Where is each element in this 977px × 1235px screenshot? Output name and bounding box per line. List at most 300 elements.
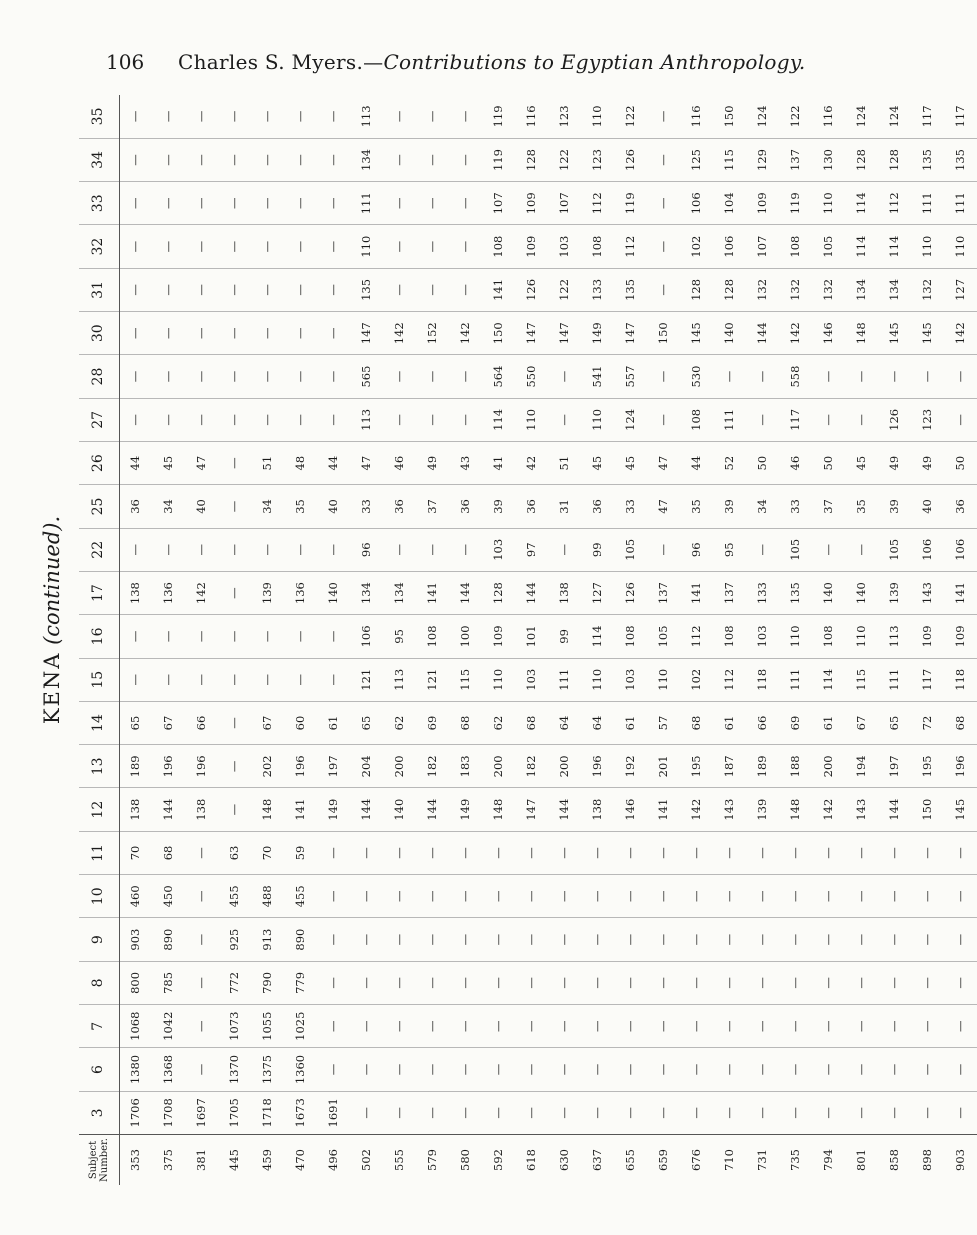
table-cell: — (680, 918, 713, 961)
table-header-row (79, 95, 119, 1185)
subject-number-cell: 794 (812, 1135, 845, 1186)
table-cell: — (218, 398, 251, 441)
table-row (416, 95, 449, 1185)
table-cell: — (284, 398, 317, 441)
table-cell: 105 (812, 225, 845, 268)
table-cell: — (944, 355, 977, 398)
subject-number-cell: 592 (482, 1135, 515, 1186)
table-cell: — (812, 398, 845, 441)
table-cell: 108 (581, 225, 614, 268)
table-cell: — (482, 1048, 515, 1091)
table-cell: 144 (548, 788, 581, 831)
table-cell: 140 (812, 571, 845, 614)
table-cell: — (746, 1091, 779, 1134)
table-cell: 50 (944, 442, 977, 485)
table-cell: — (614, 961, 647, 1004)
table-cell: 65 (119, 701, 152, 744)
subject-number-cell: 555 (383, 1135, 416, 1186)
table-cell: 144 (449, 571, 482, 614)
table-cell: 121 (416, 658, 449, 701)
table-cell: 119 (779, 182, 812, 225)
table-cell: — (251, 312, 284, 355)
table-cell: 106 (713, 225, 746, 268)
table-cell: 200 (383, 745, 416, 788)
table-cell: — (152, 225, 185, 268)
table-cell: — (251, 615, 284, 658)
table-cell: 1073 (218, 1005, 251, 1048)
table-cell: 49 (416, 442, 449, 485)
table-cell: 194 (845, 745, 878, 788)
table-cell: 111 (713, 398, 746, 441)
table-cell: 130 (812, 138, 845, 181)
table-cell: 110 (812, 182, 845, 225)
table-cell: 62 (383, 701, 416, 744)
table-cell: 148 (845, 312, 878, 355)
table-cell: 125 (680, 138, 713, 181)
table-cell: — (812, 1005, 845, 1048)
table-cell: — (647, 875, 680, 918)
column-header: 28 (79, 355, 119, 398)
table-cell: 116 (680, 95, 713, 138)
table-cell: — (317, 1048, 350, 1091)
table-cell: — (284, 312, 317, 355)
table-cell: — (416, 528, 449, 571)
table-cell: 455 (284, 875, 317, 918)
table-cell: 785 (152, 961, 185, 1004)
table-cell: — (218, 615, 251, 658)
table-cell: 109 (515, 182, 548, 225)
column-header: 6 (79, 1048, 119, 1091)
table-cell: — (218, 745, 251, 788)
table-cell: 110 (779, 615, 812, 658)
table-cell: — (152, 658, 185, 701)
table-cell: 146 (614, 788, 647, 831)
table-cell: 202 (251, 745, 284, 788)
table-body (119, 95, 977, 1185)
table-row (152, 95, 185, 1185)
table-cell: 141 (284, 788, 317, 831)
table-cell: 925 (218, 918, 251, 961)
table-cell: 47 (350, 442, 383, 485)
subject-number-cell: 801 (845, 1135, 878, 1186)
table-cell: — (944, 831, 977, 874)
table-cell: 43 (449, 442, 482, 485)
table-cell: — (449, 1048, 482, 1091)
table-cell: 105 (878, 528, 911, 571)
table-cell: 107 (482, 182, 515, 225)
table-cell: 39 (482, 485, 515, 528)
table-row (878, 95, 911, 1185)
table-cell: — (680, 831, 713, 874)
table-cell: 1055 (251, 1005, 284, 1048)
table-cell: — (218, 528, 251, 571)
table-cell: 46 (779, 442, 812, 485)
table-cell: 110 (350, 225, 383, 268)
table-cell: 70 (251, 831, 284, 874)
column-header: 12 (79, 788, 119, 831)
table-cell: 197 (878, 745, 911, 788)
table-cell: — (878, 875, 911, 918)
table-cell: 103 (482, 528, 515, 571)
table-cell: — (482, 831, 515, 874)
table-cell: 126 (515, 268, 548, 311)
table-cell: 112 (878, 182, 911, 225)
table-row (284, 95, 317, 1185)
table-cell: 101 (515, 615, 548, 658)
table-cell: — (779, 875, 812, 918)
table-cell: 113 (350, 95, 383, 138)
table-cell: 133 (746, 571, 779, 614)
table-cell: 141 (416, 571, 449, 614)
table-cell: — (581, 1048, 614, 1091)
table-cell: 148 (251, 788, 284, 831)
column-header: 15 (79, 658, 119, 701)
table-cell: 790 (251, 961, 284, 1004)
table-cell: 128 (845, 138, 878, 181)
table-cell: 182 (416, 745, 449, 788)
table-cell: 565 (350, 355, 383, 398)
table-cell: — (416, 1091, 449, 1134)
table-row (251, 95, 284, 1185)
table-cell: — (119, 268, 152, 311)
table-cell: 122 (614, 95, 647, 138)
subject-number-cell: 445 (218, 1135, 251, 1186)
column-header: 11 (79, 831, 119, 874)
table-cell: — (911, 918, 944, 961)
table-cell: 148 (482, 788, 515, 831)
table-cell: 147 (515, 788, 548, 831)
table-cell: 36 (383, 485, 416, 528)
table-cell: — (812, 1048, 845, 1091)
table-cell: — (383, 95, 416, 138)
table-cell: — (614, 1048, 647, 1091)
table-cell: — (251, 355, 284, 398)
table-cell: — (680, 1048, 713, 1091)
table-cell: — (317, 95, 350, 138)
table-cell: 109 (482, 615, 515, 658)
column-header: 8 (79, 961, 119, 1004)
table-cell: — (317, 615, 350, 658)
table-cell: — (185, 225, 218, 268)
subject-number-cell: 502 (350, 1135, 383, 1186)
column-header: 34 (79, 138, 119, 181)
table-row (218, 95, 251, 1185)
table-cell: 135 (911, 138, 944, 181)
table-cell: 139 (878, 571, 911, 614)
table-cell: — (680, 961, 713, 1004)
table-cell: 105 (779, 528, 812, 571)
table-cell: 111 (548, 658, 581, 701)
table-cell: — (251, 182, 284, 225)
table-cell: — (152, 355, 185, 398)
table-cell: 200 (812, 745, 845, 788)
table-cell: — (944, 1005, 977, 1048)
table-cell: 40 (317, 485, 350, 528)
column-header: 35 (79, 95, 119, 138)
table-cell: — (383, 1091, 416, 1134)
table-cell: 110 (944, 225, 977, 268)
table-cell: 128 (878, 138, 911, 181)
table-cell: — (383, 961, 416, 1004)
table-cell: 196 (152, 745, 185, 788)
table-cell: 196 (284, 745, 317, 788)
table-cell: 195 (680, 745, 713, 788)
table-cell: — (185, 875, 218, 918)
table-cell: 147 (350, 312, 383, 355)
running-header (0, 0, 806, 80)
table-cell: — (614, 1091, 647, 1134)
table-row (614, 95, 647, 1185)
table-cell: 68 (680, 701, 713, 744)
table-cell: 890 (284, 918, 317, 961)
table-cell: — (614, 831, 647, 874)
table-cell: — (614, 1005, 647, 1048)
table-cell: 99 (548, 615, 581, 658)
table-cell: — (383, 875, 416, 918)
table-cell: — (680, 875, 713, 918)
table-cell: — (812, 831, 845, 874)
subject-number-cell: 496 (317, 1135, 350, 1186)
table-cell: — (350, 1091, 383, 1134)
table-cell: — (548, 918, 581, 961)
table-cell: — (944, 1091, 977, 1134)
table-cell: — (251, 398, 284, 441)
table-cell: 541 (581, 355, 614, 398)
table-cell: 61 (812, 701, 845, 744)
table-cell: — (779, 831, 812, 874)
column-header: 30 (79, 312, 119, 355)
table-cell: 138 (581, 788, 614, 831)
table-cell: 1380 (119, 1048, 152, 1091)
table-cell: 96 (350, 528, 383, 571)
table-cell: — (449, 138, 482, 181)
table-cell: 118 (944, 658, 977, 701)
table-cell: — (911, 1005, 944, 1048)
table-cell: — (713, 875, 746, 918)
table-cell: 112 (614, 225, 647, 268)
subject-number-cell: 580 (449, 1135, 482, 1186)
table-cell: 147 (548, 312, 581, 355)
table-cell: 39 (713, 485, 746, 528)
table-cell: — (152, 268, 185, 311)
table-cell: 450 (152, 875, 185, 918)
column-header: 7 (79, 1005, 119, 1048)
table-cell: — (416, 355, 449, 398)
table-cell: — (185, 182, 218, 225)
table-row (845, 95, 878, 1185)
table-cell: 1706 (119, 1091, 152, 1134)
subject-number-cell: 898 (911, 1135, 944, 1186)
table-cell: — (449, 961, 482, 1004)
table-cell: — (284, 138, 317, 181)
table-cell: — (185, 398, 218, 441)
table-cell: — (878, 355, 911, 398)
table-cell: 197 (317, 745, 350, 788)
table-cell: 134 (878, 268, 911, 311)
table-cell: 1370 (218, 1048, 251, 1091)
table-row (317, 95, 350, 1185)
table-cell: 128 (482, 571, 515, 614)
table-cell: 139 (746, 788, 779, 831)
table-cell: — (185, 138, 218, 181)
table-cell: — (911, 961, 944, 1004)
table-cell: — (449, 182, 482, 225)
table-cell: 150 (647, 312, 680, 355)
table-cell: — (647, 961, 680, 1004)
table-row (746, 95, 779, 1185)
table-cell: 63 (218, 831, 251, 874)
table-cell: — (482, 1091, 515, 1134)
table-cell: 31 (548, 485, 581, 528)
table-cell: 196 (944, 745, 977, 788)
table-cell: — (515, 831, 548, 874)
table-cell: — (779, 1048, 812, 1091)
table-cell: 143 (713, 788, 746, 831)
table-cell: 45 (152, 442, 185, 485)
table-cell: — (416, 182, 449, 225)
table-cell: — (515, 918, 548, 961)
table-cell: 196 (185, 745, 218, 788)
table-cell: — (383, 355, 416, 398)
table-cell: — (845, 831, 878, 874)
table-cell: 144 (878, 788, 911, 831)
table-cell: 1360 (284, 1048, 317, 1091)
table-cell: — (284, 355, 317, 398)
table-cell: 144 (515, 571, 548, 614)
table-cell: — (845, 875, 878, 918)
table-cell: — (416, 961, 449, 1004)
table-cell: 99 (581, 528, 614, 571)
table-cell: 117 (911, 95, 944, 138)
table-cell: — (185, 355, 218, 398)
table-cell: 116 (515, 95, 548, 138)
table-cell: 66 (746, 701, 779, 744)
table-cell: 36 (119, 485, 152, 528)
subject-number-cell: 858 (878, 1135, 911, 1186)
table-cell: — (647, 182, 680, 225)
table-cell: 68 (515, 701, 548, 744)
table-cell: — (845, 398, 878, 441)
table-cell: — (383, 831, 416, 874)
table-cell: — (449, 528, 482, 571)
table-cell: — (812, 1091, 845, 1134)
subject-number-cell: 579 (416, 1135, 449, 1186)
table-cell: — (185, 1048, 218, 1091)
table-cell: 145 (944, 788, 977, 831)
subject-number-cell: 353 (119, 1135, 152, 1186)
table-cell: 118 (746, 658, 779, 701)
table-cell: 44 (680, 442, 713, 485)
table-cell: — (383, 182, 416, 225)
table-cell: 108 (614, 615, 647, 658)
table-cell: 126 (614, 571, 647, 614)
table-cell: 35 (680, 485, 713, 528)
table-cell: 1691 (317, 1091, 350, 1134)
table-cell: — (317, 225, 350, 268)
table-cell: 124 (746, 95, 779, 138)
table-cell: — (350, 918, 383, 961)
table-cell: — (944, 875, 977, 918)
table-cell: 111 (878, 658, 911, 701)
table-cell: 772 (218, 961, 251, 1004)
table-cell: — (317, 658, 350, 701)
table-cell: — (119, 182, 152, 225)
table-cell: 102 (680, 658, 713, 701)
table-cell: 108 (680, 398, 713, 441)
table-cell: 109 (515, 225, 548, 268)
table-cell: 188 (779, 745, 812, 788)
table-cell: 64 (581, 701, 614, 744)
table-cell: — (713, 918, 746, 961)
author-name: Charles S. Myers. (178, 50, 364, 74)
table-row (185, 95, 218, 1185)
table-cell: — (581, 875, 614, 918)
table-cell: — (185, 615, 218, 658)
table-cell: 145 (878, 312, 911, 355)
table-cell: — (317, 875, 350, 918)
table-cell: — (746, 355, 779, 398)
table-cell: 149 (449, 788, 482, 831)
subject-number-cell: 630 (548, 1135, 581, 1186)
table-cell: — (383, 918, 416, 961)
table-cell: 65 (350, 701, 383, 744)
table-cell: — (713, 961, 746, 1004)
table-cell: 144 (152, 788, 185, 831)
table-cell: 103 (614, 658, 647, 701)
table-cell: — (878, 831, 911, 874)
table-cell: — (317, 355, 350, 398)
table-cell: 36 (581, 485, 614, 528)
table-cell: 61 (317, 701, 350, 744)
table-cell: — (416, 95, 449, 138)
table-row (812, 95, 845, 1185)
table-cell: — (911, 1091, 944, 1134)
table-cell: 126 (878, 398, 911, 441)
table-cell: — (647, 1048, 680, 1091)
table-cell: 135 (944, 138, 977, 181)
table-cell: 150 (713, 95, 746, 138)
table-cell: 110 (581, 398, 614, 441)
table-cell: — (680, 1091, 713, 1134)
table-cell: — (218, 355, 251, 398)
table-cell: — (119, 312, 152, 355)
table-cell: — (317, 1005, 350, 1048)
table-cell: 59 (284, 831, 317, 874)
table-cell: — (416, 398, 449, 441)
table-cell: 111 (350, 182, 383, 225)
table-caption (37, 460, 67, 780)
subject-number-cell: 637 (581, 1135, 614, 1186)
table-cell: — (449, 225, 482, 268)
table-cell: 1697 (185, 1091, 218, 1134)
column-header: 26 (79, 442, 119, 485)
table-cell: 117 (911, 658, 944, 701)
table-cell: — (515, 1048, 548, 1091)
table-cell: 33 (350, 485, 383, 528)
table-cell: 119 (482, 138, 515, 181)
table-cell: 103 (746, 615, 779, 658)
table-cell: — (779, 918, 812, 961)
column-header: 33 (79, 182, 119, 225)
table-cell: — (845, 1048, 878, 1091)
table-cell: — (251, 95, 284, 138)
table-cell: — (713, 1005, 746, 1048)
table-cell: 142 (812, 788, 845, 831)
table-cell: 109 (746, 182, 779, 225)
table-cell: 105 (614, 528, 647, 571)
table-cell: — (614, 875, 647, 918)
table-cell: — (812, 528, 845, 571)
